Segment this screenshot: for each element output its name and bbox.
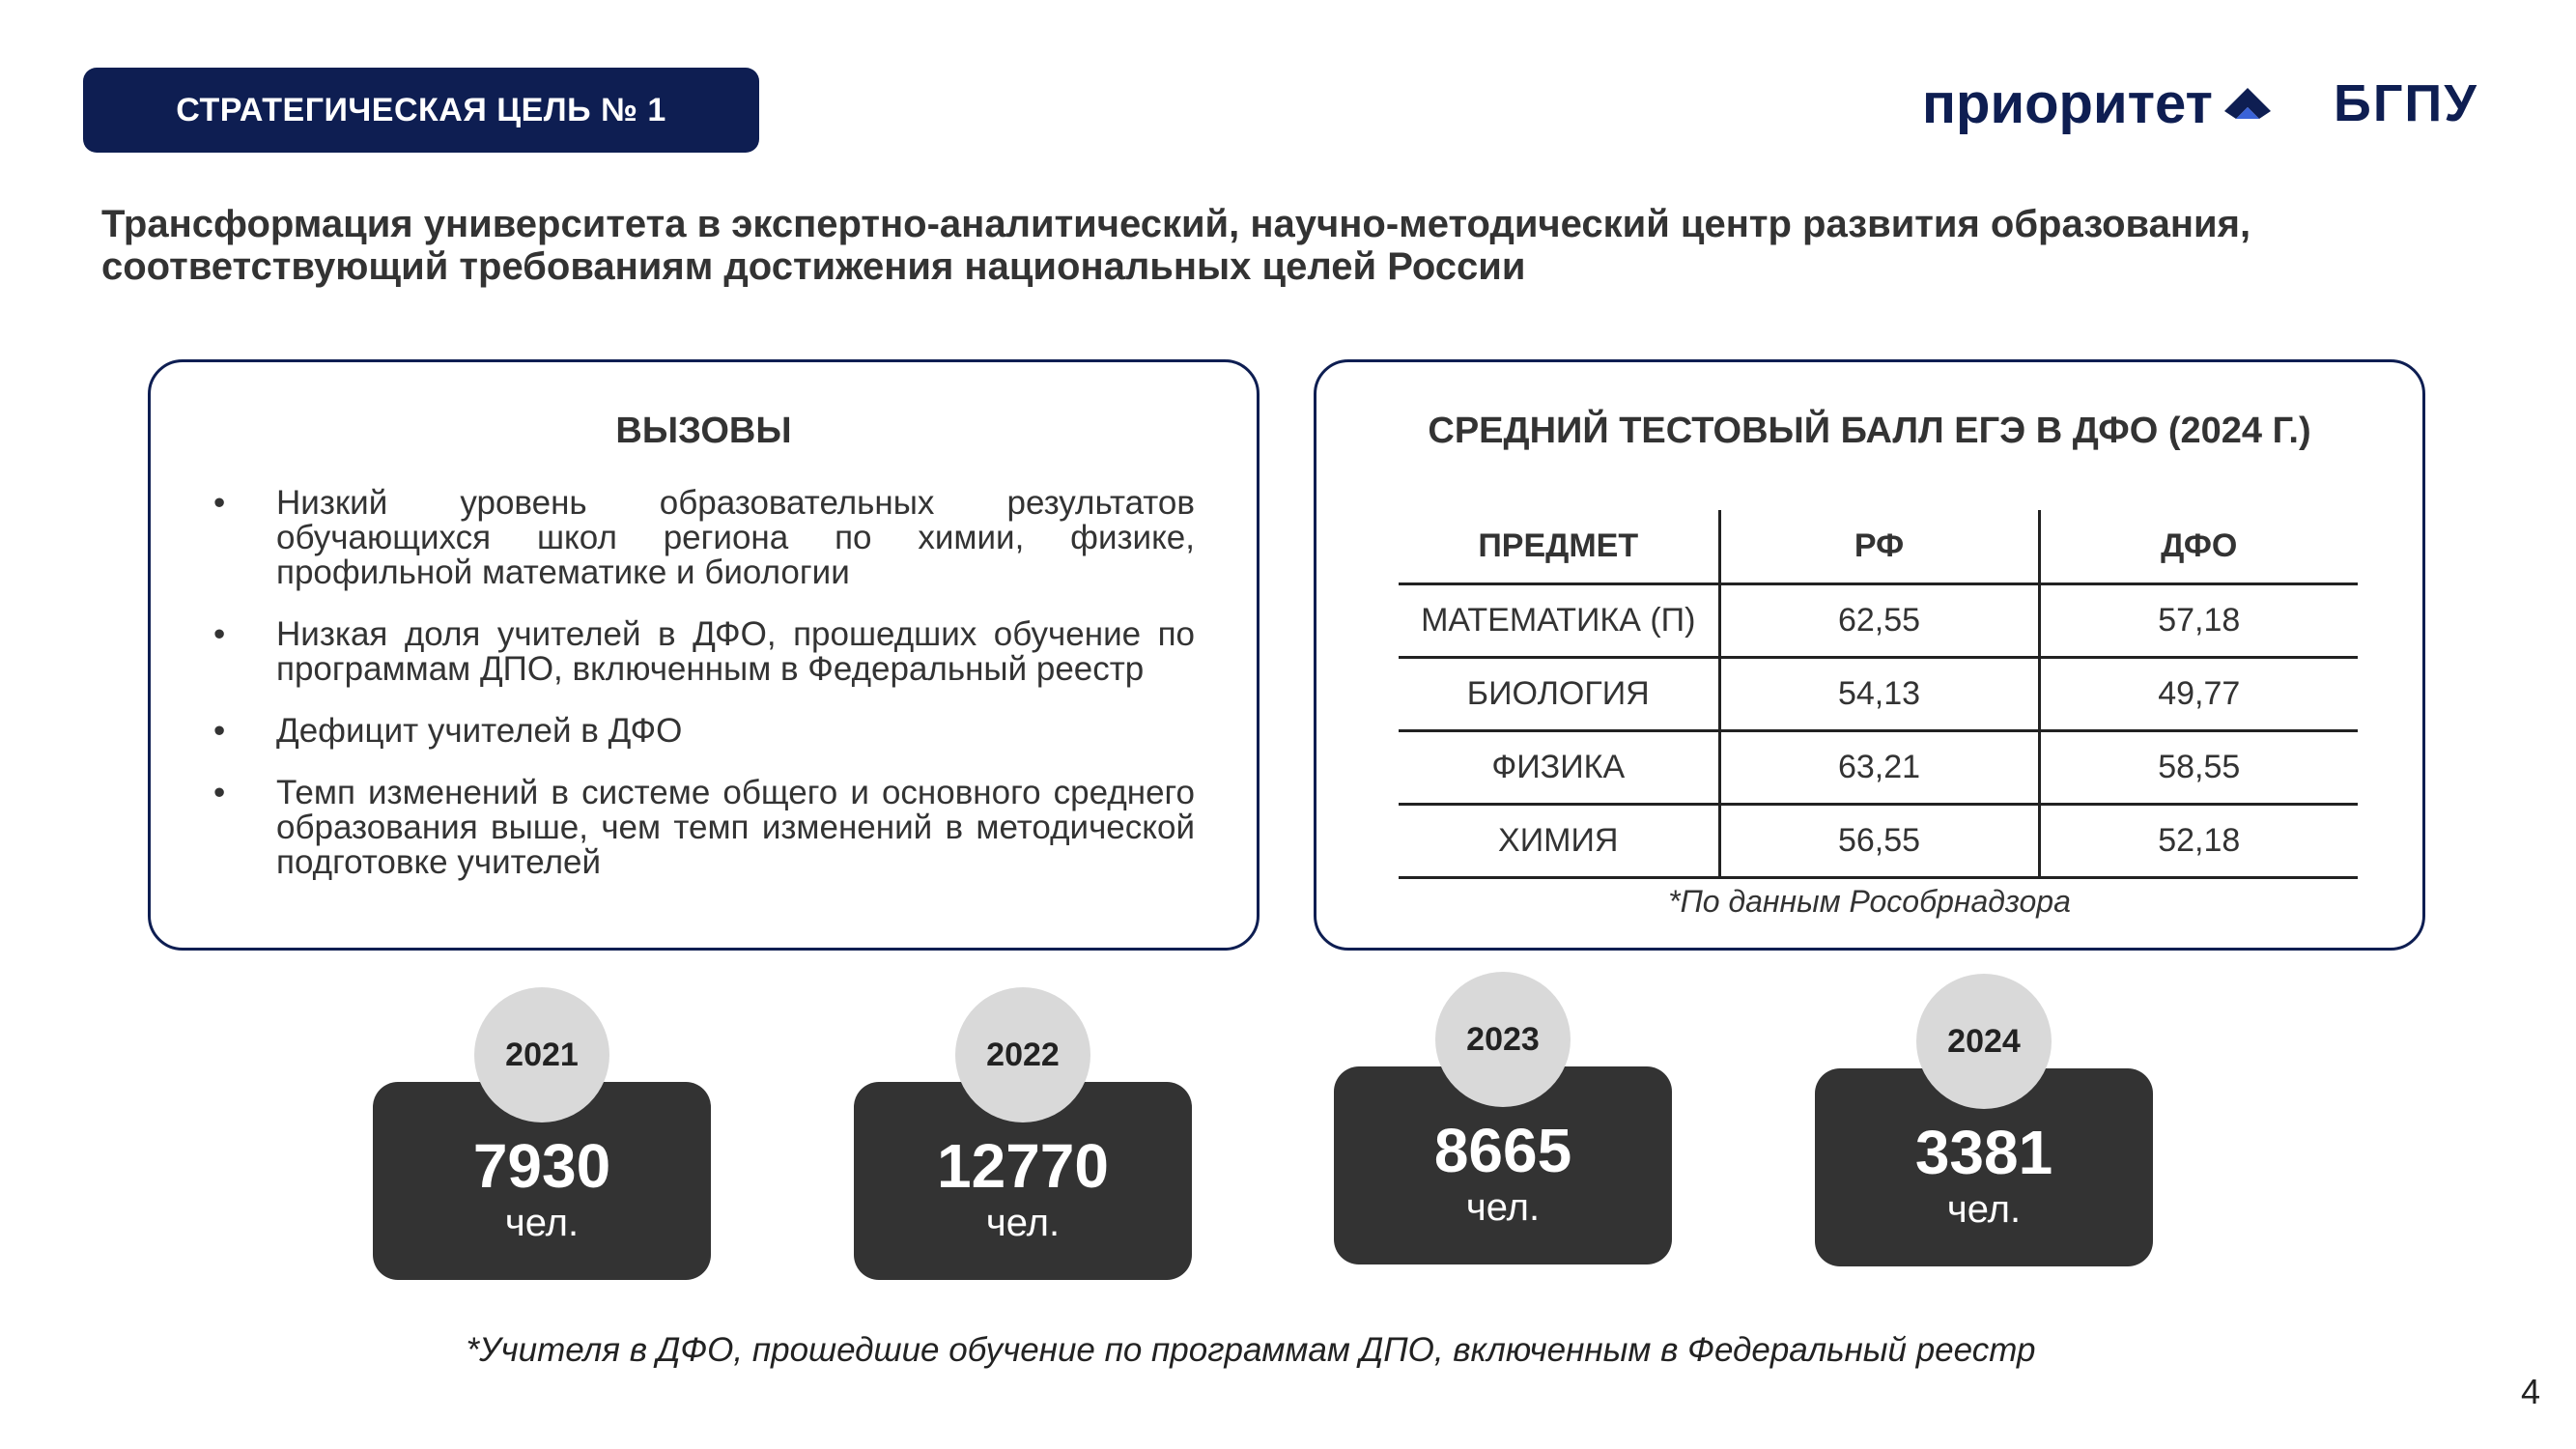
- bullet-icon: •: [213, 712, 226, 750]
- priority-logo-text: приоритет: [1922, 71, 2213, 135]
- year-badge-2023: 2023: [1435, 972, 1571, 1107]
- subtitle-line: Трансформация университета в экспертно-аналитический, научно-методический центр развития образования,: [101, 203, 2251, 245]
- stat-value: 12770: [937, 1131, 1109, 1201]
- challenges-title: ВЫЗОВЫ: [615, 411, 792, 451]
- page-number: 4: [2520, 1372, 2540, 1411]
- table-cell: 49,77: [2039, 657, 2358, 730]
- scores-table: [1399, 510, 2358, 879]
- column-header: ПРЕДМЕТ: [1399, 510, 1719, 583]
- table-cell: БИОЛОГИЯ: [1399, 657, 1719, 730]
- table-header-row: [1399, 510, 2358, 583]
- table-cell: 58,55: [2039, 730, 2358, 804]
- challenges-list: [213, 486, 1195, 907]
- table-row: [1399, 804, 2358, 877]
- list-item-text: Низкая доля учителей в ДФО, прошедших обучение по программам ДПО, включенным в Федеральный реестр: [276, 615, 1195, 688]
- diamond-arrow-icon: [2222, 86, 2273, 121]
- list-item: [213, 486, 1195, 590]
- year-badge-2021: 2021: [474, 987, 609, 1122]
- stat-value: 7930: [472, 1131, 611, 1201]
- stat-value: 8665: [1433, 1116, 1572, 1185]
- university-logo: БГПУ: [2334, 74, 2478, 132]
- challenges-card: [148, 359, 1260, 951]
- table-cell: 56,55: [1719, 804, 2039, 877]
- scores-title: СРЕДНИЙ ТЕСТОВЫЙ БАЛЛ ЕГЭ В ДФО (2024 Г.): [1428, 411, 2311, 451]
- year-badge-2022: 2022: [955, 987, 1090, 1122]
- priority-logo: [1922, 70, 2273, 137]
- bullet-icon: •: [213, 484, 226, 522]
- table-cell: 62,55: [1719, 583, 2039, 657]
- table-cell: ХИМИЯ: [1399, 804, 1719, 877]
- table-cell: 57,18: [2039, 583, 2358, 657]
- column-header: ДФО: [2039, 510, 2358, 583]
- scores-card: [1314, 359, 2425, 951]
- list-item-text: Низкий уровень образовательных результатов обучающихся школ региона по химии, физике, профильной математике и биологии: [276, 484, 1195, 591]
- subtitle-line: соответствующий требованиям достижения национальных целей России: [101, 245, 1526, 288]
- list-item-text: Дефицит учителей в ДФО: [276, 712, 683, 750]
- bullet-icon: •: [213, 615, 226, 653]
- year-badge-2024: 2024: [1916, 974, 2052, 1109]
- list-item: [213, 776, 1195, 880]
- table-row: [1399, 730, 2358, 804]
- stat-unit: чел.: [504, 1202, 580, 1244]
- stat-unit: чел.: [1465, 1186, 1541, 1229]
- stat-unit: чел.: [1946, 1188, 2022, 1231]
- footnote: *Учителя в ДФО, прошедшие обучение по программам ДПО, включенным в Федеральный реестр: [466, 1331, 2036, 1369]
- table-cell: 52,18: [2039, 804, 2358, 877]
- table-cell: 63,21: [1719, 730, 2039, 804]
- list-item-text: Темп изменений в системе общего и основного среднего образования выше, чем темп изменений в методической подготовке учителей: [276, 774, 1195, 881]
- stat-unit: чел.: [985, 1202, 1061, 1244]
- table-cell: МАТЕМАТИКА (П): [1399, 583, 1719, 657]
- goal-badge: СТРАТЕГИЧЕСКАЯ ЦЕЛЬ № 1: [83, 68, 759, 153]
- table-footnote: *По данным Рособрнадзора: [1668, 884, 2071, 919]
- table-cell: ФИЗИКА: [1399, 730, 1719, 804]
- bullet-icon: •: [213, 774, 226, 811]
- list-item: [213, 617, 1195, 687]
- stat-value: 3381: [1914, 1118, 2053, 1187]
- table-cell: 54,13: [1719, 657, 2039, 730]
- column-header: РФ: [1719, 510, 2039, 583]
- table-row: [1399, 657, 2358, 730]
- page-subtitle: [101, 203, 2420, 288]
- list-item: [213, 714, 1195, 749]
- table-row: [1399, 583, 2358, 657]
